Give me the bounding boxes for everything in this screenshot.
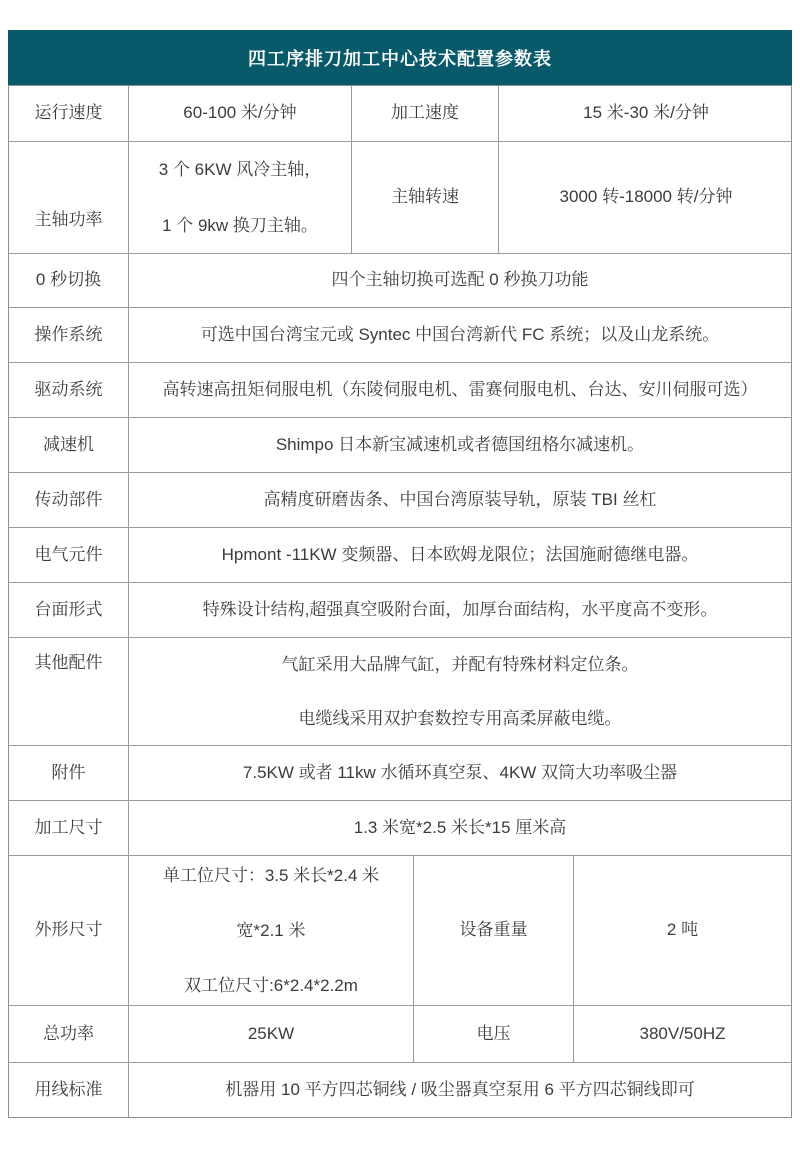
spec-value-worktable: 特殊设计结构,超强真空吸附台面，加厚台面结构，水平度高不变形。 <box>128 583 791 637</box>
spec-label-process-speed: 加工速度 <box>351 86 498 141</box>
spec-value-spindle-rpm: 3000 转-18000 转/分钟 <box>498 142 793 253</box>
spec-value-run-speed: 60-100 米/分钟 <box>128 86 351 141</box>
spec-label-zero-switch: 0 秒切换 <box>35 270 102 290</box>
row-working-size <box>9 800 791 855</box>
spec-value-other-parts <box>128 638 791 745</box>
row-transmission <box>9 472 791 527</box>
spec-label-weight: 设备重量 <box>413 856 573 1005</box>
spec-value-line: 双工位尺寸:6*2.4*2.2m <box>184 976 358 995</box>
spec-label-wiring: 用线标准 <box>34 1079 103 1099</box>
row-worktable <box>9 582 791 637</box>
spec-value-accessories: 7.5KW 或者 11kw 水循环真空泵、4KW 双筒大功率吸尘器 <box>128 746 791 800</box>
spec-label-other-parts: 其他配件 <box>34 653 103 672</box>
row-drive <box>9 362 791 417</box>
spec-value-total-power: 25KW <box>128 1006 413 1062</box>
spec-value-line: 电缆线采用双护套数控专用高柔屏蔽电缆。 <box>298 708 622 728</box>
spec-value-line: 宽*2.1 米 <box>236 921 306 940</box>
spec-value-electrical: Hpmont -11KW 变频器、日本欧姆龙限位；法国施耐德继电器。 <box>128 528 791 582</box>
row-spindle-power <box>9 141 791 253</box>
spec-label-voltage: 电压 <box>413 1006 573 1062</box>
row-speed <box>9 86 791 141</box>
spec-value-dimensions <box>128 856 413 1005</box>
spec-value-zero-switch: 四个主轴切换可选配 0 秒换刀功能 <box>128 254 791 307</box>
spec-value-line: 单工位尺寸：3.5 米长*2.4 米 <box>162 866 380 885</box>
spec-value-line: 3 个 6KW 风冷主轴， <box>158 159 322 179</box>
spec-value-reducer: Shimpo 日本新宝减速机或者德国纽格尔减速机。 <box>128 418 791 472</box>
spec-value-line: 气缸采用大品牌气缸，并配有特殊材料定位条。 <box>281 654 639 674</box>
spec-label-worktable: 台面形式 <box>34 599 103 619</box>
spec-value-line: 1 个 9kw 换刀主轴。 <box>162 215 318 235</box>
spec-label-spindle-power: 主轴功率 <box>34 210 103 230</box>
spec-value-transmission: 高精度研磨齿条、中国台湾原装导轨，原装 TBI 丝杠 <box>128 473 791 527</box>
spec-label-run-speed: 运行速度 <box>34 103 103 123</box>
row-reducer <box>9 417 791 472</box>
row-total-power <box>9 1005 791 1062</box>
spec-label-spindle-rpm: 主轴转速 <box>351 142 498 253</box>
spec-table <box>8 85 792 1118</box>
spec-value-drive: 高转速高扭矩伺服电机（东陵伺服电机、雷赛伺服电机、台达、安川伺服可选） <box>128 363 791 417</box>
spec-label-working-size: 加工尺寸 <box>34 817 103 837</box>
spec-value-working-size: 1.3 米宽*2.5 米长*15 厘米高 <box>128 801 791 855</box>
row-os <box>9 307 791 362</box>
spec-label-total-power: 总功率 <box>43 1023 94 1043</box>
spec-label-electrical: 电气元件 <box>34 544 103 564</box>
row-other-parts <box>9 637 791 745</box>
spec-label-dimensions: 外形尺寸 <box>34 920 103 940</box>
row-accessories <box>9 745 791 800</box>
row-electrical <box>9 527 791 582</box>
spec-value-spindle-power <box>128 142 351 253</box>
spec-value-process-speed: 15 米-30 米/分钟 <box>498 86 793 141</box>
row-wiring <box>9 1062 791 1117</box>
spec-label-accessories: 附件 <box>51 762 86 782</box>
row-dimensions <box>9 855 791 1005</box>
row-zero-switch <box>9 253 791 307</box>
spec-label-drive: 驱动系统 <box>34 379 103 399</box>
spec-sheet <box>8 30 792 1118</box>
table-title: 四工序排刀加工中心技术配置参数表 <box>8 30 792 85</box>
spec-value-weight: 2 吨 <box>573 856 791 1005</box>
spec-value-wiring: 机器用 10 平方四芯铜线 / 吸尘器真空泵用 6 平方四芯铜线即可 <box>128 1063 791 1117</box>
spec-label-transmission: 传动部件 <box>34 489 103 509</box>
spec-value-os: 可选中国台湾宝元或 Syntec 中国台湾新代 FC 系统；以及山龙系统。 <box>128 308 791 362</box>
spec-value-voltage: 380V/50HZ <box>573 1006 791 1062</box>
spec-label-os: 操作系统 <box>34 324 103 344</box>
spec-label-reducer: 减速机 <box>43 434 94 454</box>
